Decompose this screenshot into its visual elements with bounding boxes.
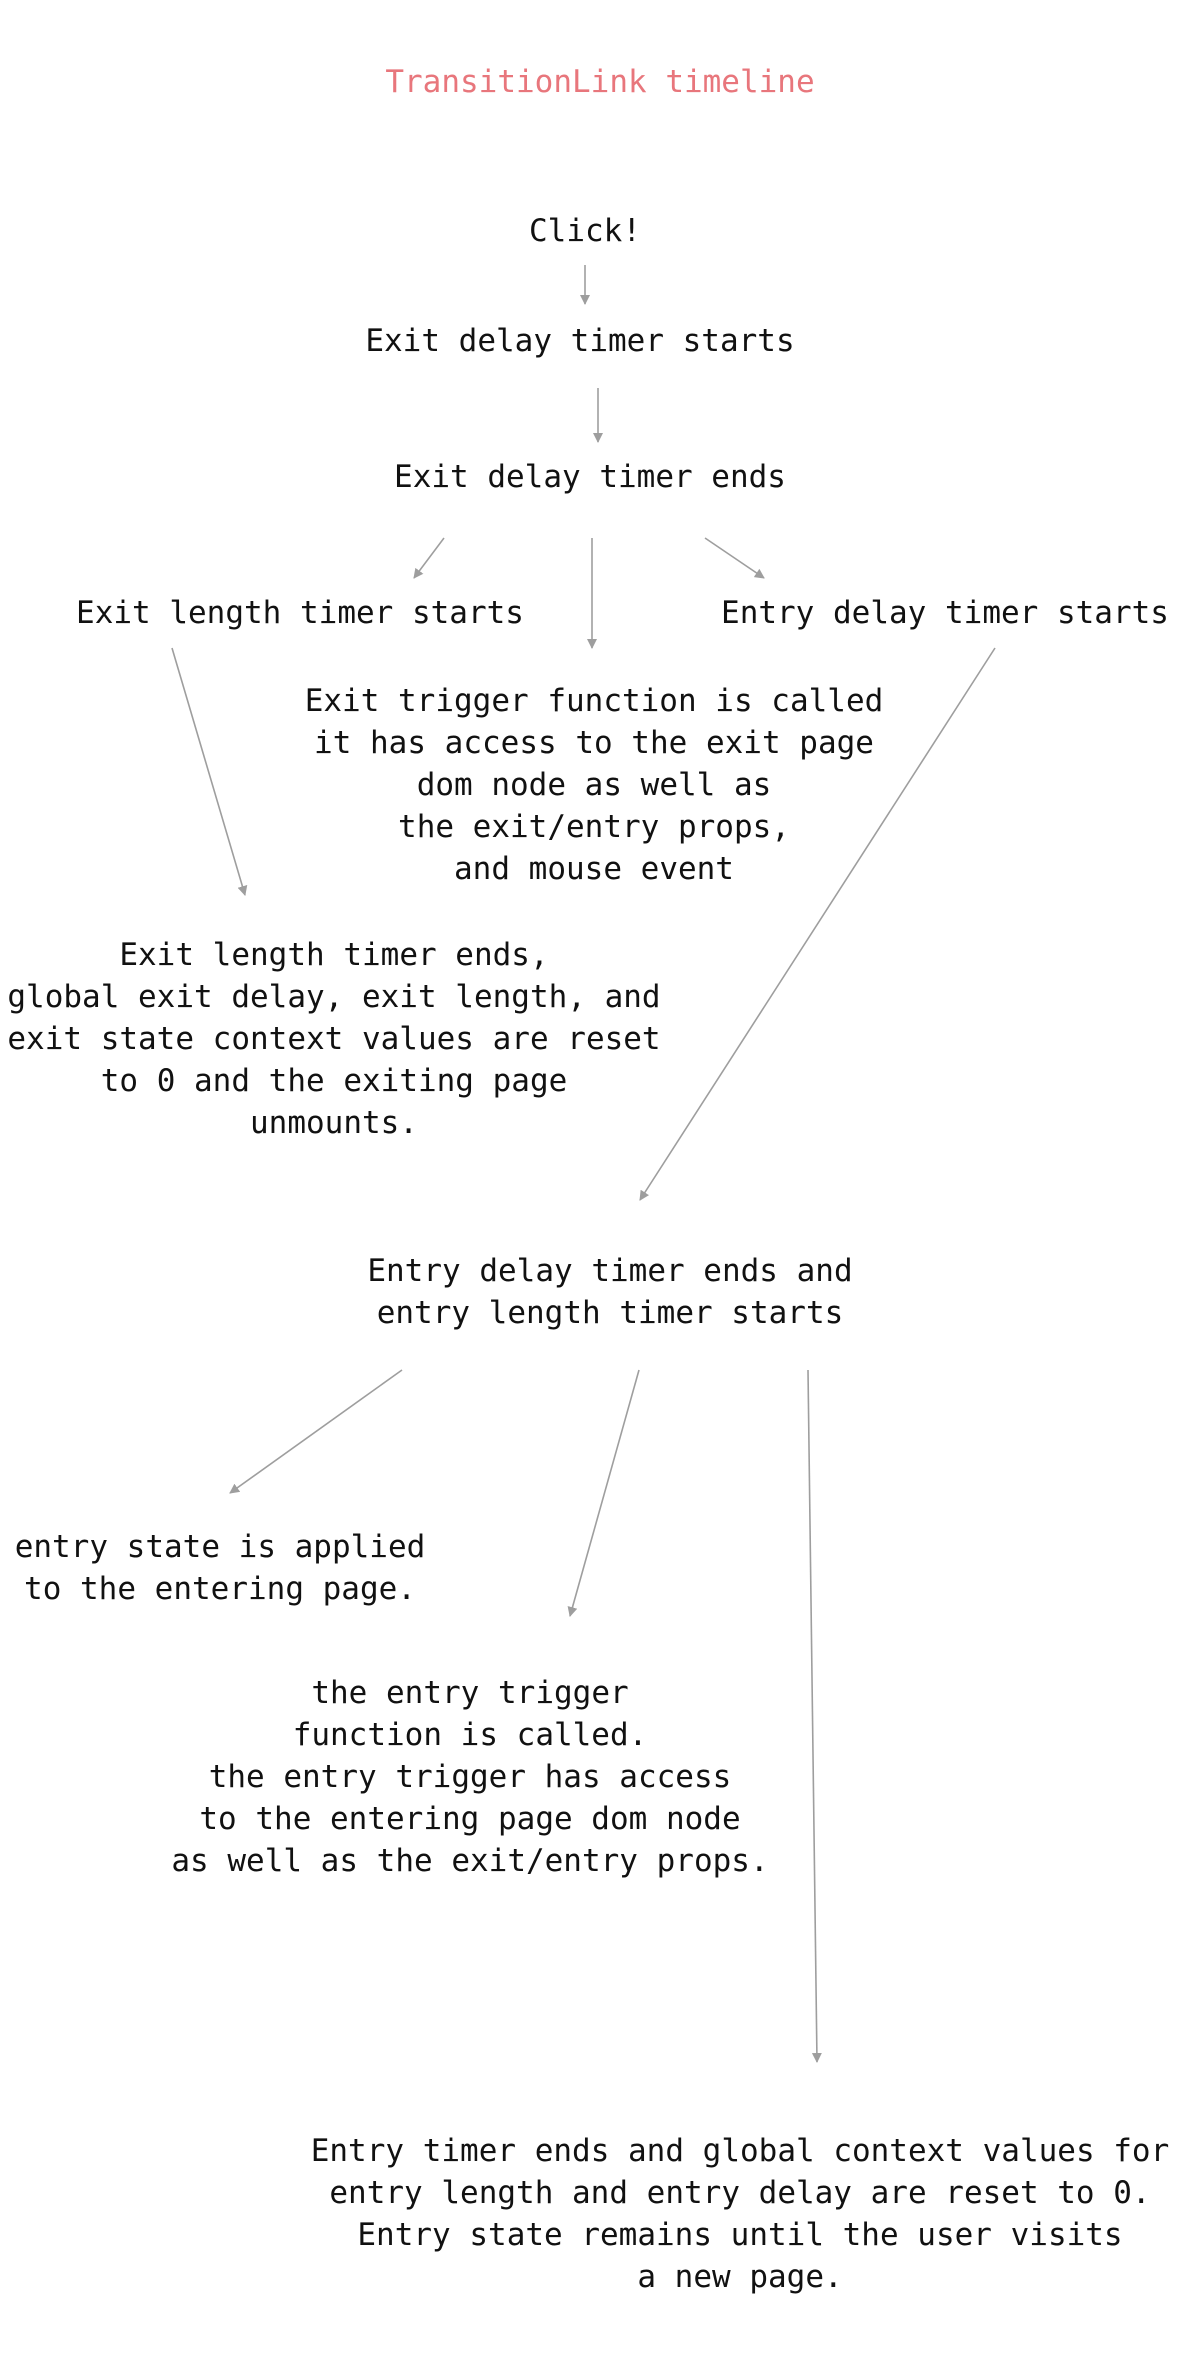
arrow-entry-delay-end-to-entry-end <box>808 1370 817 2062</box>
node-click: Click! <box>529 213 641 249</box>
node-entry-delay-start: Entry delay timer starts <box>721 595 1169 631</box>
node-entry-delay-end: Entry delay timer ends and entry length timer starts <box>367 1253 853 1331</box>
node-exit-trigger: Exit trigger function is called it has access to the exit page dom node as well as the exit/entry props, and mouse event <box>304 683 884 887</box>
node-entry-trigger: the entry trigger function is called. the entry trigger has access to the entering page dom node as well as the exit/entry props. <box>171 1675 769 1879</box>
arrow-exit-length-start-to-end <box>172 648 245 895</box>
arrow-entry-delay-end-to-entry-state <box>230 1370 402 1493</box>
node-exit-delay-start: Exit delay timer starts <box>365 323 795 359</box>
arrow-exit-delay-end-to-entry-delay-start <box>705 538 764 578</box>
node-entry-end: Entry timer ends and global context values for entry length and entry delay are reset to 0. Entry state remains until the user visits a new page. <box>310 2133 1170 2295</box>
node-entry-state: entry state is applied to the entering page. <box>14 1529 426 1607</box>
arrow-exit-delay-end-to-exit-length-start <box>414 538 444 578</box>
node-exit-delay-end: Exit delay timer ends <box>394 459 786 495</box>
arrow-entry-delay-end-to-entry-trigger <box>570 1370 639 1616</box>
node-exit-length-end: Exit length timer ends, global exit delay, exit length, and exit state context values are reset to 0 and the exiting page unmounts. <box>7 937 661 1141</box>
diagram-title: TransitionLink timeline <box>385 64 815 100</box>
node-exit-length-start: Exit length timer starts <box>76 595 524 631</box>
